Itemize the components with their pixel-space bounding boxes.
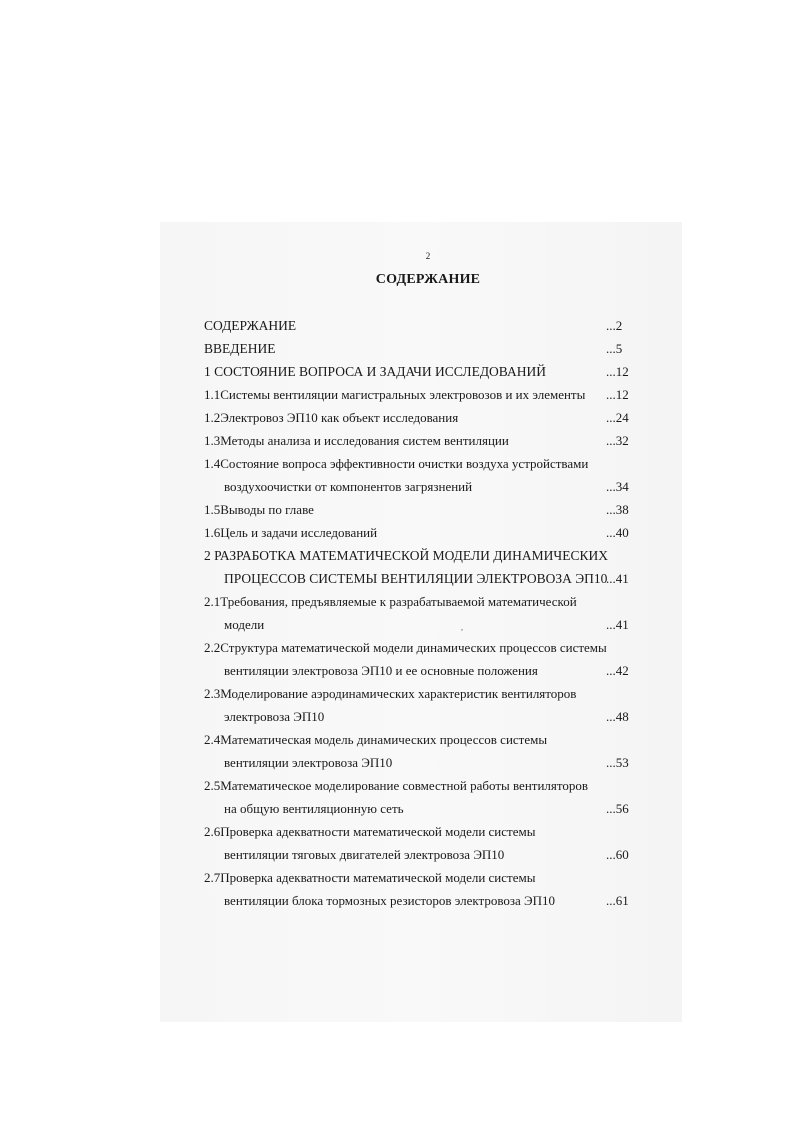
toc-entry-page: ...12 [606,364,629,379]
toc-entry-text: 1.4Состояние вопроса эффективности очистки воздуха устройствами [204,456,589,471]
toc-entry-page: ...53 [606,755,629,770]
toc-entry [0,683,795,705]
toc-entry [0,476,795,498]
toc-entry [0,752,795,774]
toc-entry-text: СОДЕРЖАНИЕ [204,318,297,333]
toc-entry-text: 1 СОСТОЯНИЕ ВОПРОСА И ЗАДАЧИ ИССЛЕДОВАНИЙ [204,364,546,379]
toc-entry [0,453,795,475]
toc-entry [0,798,795,820]
toc-entry-page: ...12 [606,387,629,402]
page-title: СОДЕРЖАНИЕ [375,272,481,287]
toc-entry-text: 2 РАЗРАБОТКА МАТЕМАТИЧЕСКОЙ МОДЕЛИ ДИНАМИЧЕСКИХ [204,548,608,563]
toc-entry-text: электровоза ЭП10 [224,709,325,724]
toc-entry-text: вентиляции электровоза ЭП10 и ее основные положения [224,663,538,678]
toc-entry-text: 2.5Математическое моделирование совместной работы вентиляторов [204,778,589,793]
toc-entry-text: вентиляции тяговых двигателей электровоза ЭП10 [224,847,505,862]
toc-entry-page: ...40 [606,525,629,540]
toc-entry [0,407,795,429]
toc-entry-text: на общую вентиляционную сеть [224,801,404,816]
toc-entry-page: ...61 [606,893,629,908]
toc-entry [0,729,795,751]
toc-entry [0,430,795,452]
toc-entry [0,775,795,797]
toc-entry [0,821,795,843]
toc-entry-page: ...2 [606,318,623,333]
toc-entry-page: ...5 [606,341,623,356]
toc-entry-page: ...41 [606,617,629,632]
toc-entry [0,844,795,866]
toc-entry [0,361,795,383]
toc-entry [0,545,795,567]
toc-entry-page: ...32 [606,433,629,448]
toc-entry [0,867,795,889]
toc-entry-page: ...56 [606,801,629,816]
toc-entry-page: ...48 [606,709,629,724]
toc-entry-text: 2.7Проверка адекватности математической модели системы [204,870,536,885]
toc-entry-text: 2.2Структура математической модели динамических процессов системы [204,640,607,655]
toc-entry-page: ...60 [606,847,629,862]
toc-entry [0,614,795,636]
toc-entry [0,890,795,912]
toc-entry-page: ...38 [606,502,629,517]
toc-entry-text: 2.6Проверка адекватности математической модели системы [204,824,536,839]
toc-entry-page: ...41 [606,571,629,586]
toc-entry [0,315,795,337]
toc-entry [0,706,795,728]
toc-entry-text: вентиляции блока тормозных резисторов электровоза ЭП10 [224,893,555,908]
page-number: 2 [425,251,431,261]
toc-entry-text: модели [224,617,265,632]
toc-entry-text: 1.5Выводы по главе [204,502,314,517]
toc-entry-text: ПРОЦЕССОВ СИСТЕМЫ ВЕНТИЛЯЦИИ ЭЛЕКТРОВОЗА ЭП10 [224,571,608,586]
toc-entry-page: ...24 [606,410,629,425]
toc-entry-text: 1.2Электровоз ЭП10 как объект исследования [204,410,459,425]
toc-entry [0,522,795,544]
toc-entry-page: ...34 [606,479,629,494]
toc-entry [0,591,795,613]
toc-entry-text: 2.3Моделирование аэродинамических характеристик вентиляторов [204,686,577,701]
toc-entry [0,568,795,590]
toc-entry-text: вентиляции электровоза ЭП10 [224,755,393,770]
scan-speck: , [461,623,463,632]
toc-entry-text: 2.1Требования, предъявляемые к разрабатываемой математической [204,594,577,609]
toc-entry-text: воздухоочистки от компонентов загрязнений [224,479,473,494]
toc-entry-text: ВВЕДЕНИЕ [204,341,276,356]
toc-entry [0,660,795,682]
toc-entry [0,499,795,521]
toc-entry-page: ...42 [606,663,629,678]
toc-entry-text: 2.4Математическая модель динамических процессов системы [204,732,548,747]
toc-entry-text: 1.1Системы вентиляции магистральных электровозов и их элементы [204,387,586,402]
toc-entry [0,384,795,406]
toc-entry-text: 1.3Методы анализа и исследования систем вентиляции [204,433,509,448]
toc-entry [0,338,795,360]
toc-entry [0,637,795,659]
toc-entry-text: 1.6Цель и задачи исследований [204,525,378,540]
